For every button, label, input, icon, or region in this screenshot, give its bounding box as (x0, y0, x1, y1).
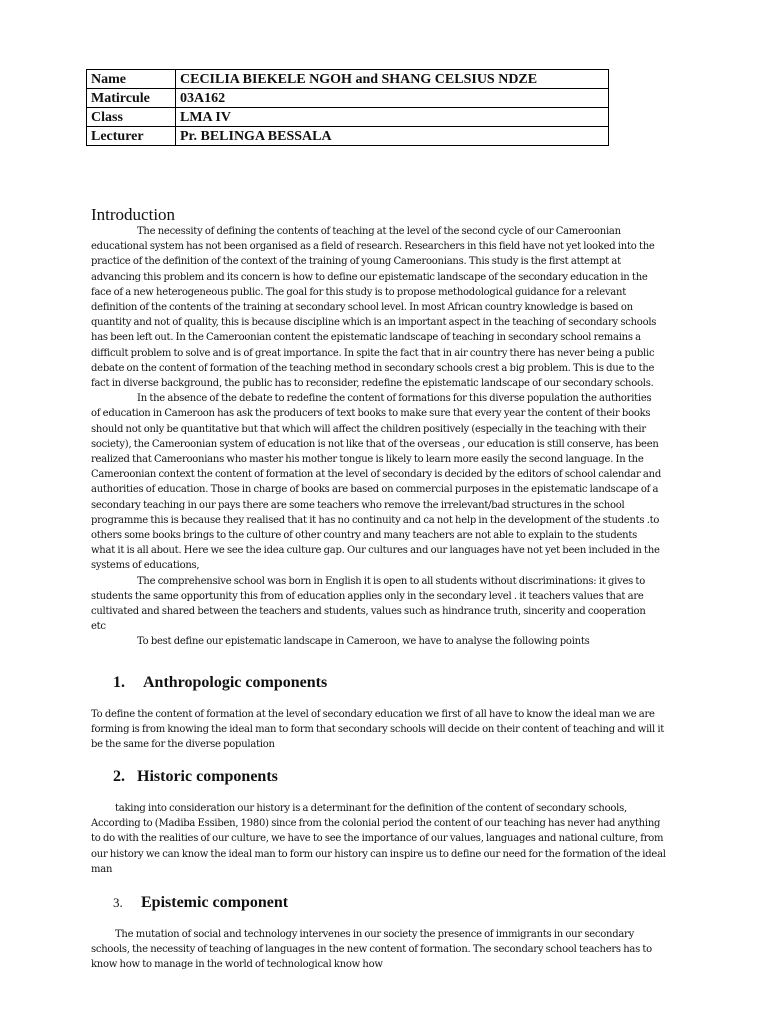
intro-paragraph: To best define our epistematic landscape in Cameroon, we have to analyse the following points (137, 636, 590, 648)
introduction-body (91, 224, 661, 650)
section-number: 1. (113, 674, 125, 691)
section-heading-epistemic (113, 894, 288, 912)
section-heading-anthropologic (113, 674, 327, 692)
info-row-name (87, 70, 609, 89)
section-title: Anthropologic components (143, 674, 328, 691)
student-info-table (86, 69, 609, 146)
introduction-title: Introduction (91, 205, 176, 224)
section-number: 3. (113, 895, 123, 910)
info-row-matricule (87, 89, 609, 108)
intro-paragraph: The necessity of defining the contents of teaching at the level of the second cycle of our Cameroonian educational system has not been organised as a field of research. Researchers in this field have not yet looked into the practice of the definition of the context of the training of young Cameroonians. This study is the first attempt at advancing this problem and its concern is how to define our epistematic landscape of the secondary education in the face of a new heterogeneous public. The goal for this study is to propose methodological guidance for a relevant definition of the contents of the training at secondary school level. In most African country knowledge is based on quantity and not of quality, this is because discipline which is an important aspect in the teaching of secondary schools has been left out. In the Cameroonian content the epistematic landscape of teaching in secondary school remains a difficult problem to solve and is of great importance. In spite the fact that in air country there has never being a public debate on the content of formation of the teaching method in secondary schools crest a big problem. This is due to the fact in diverse background, the public has to reconsider, redefine the epistematic landscape of our secondary schools. (91, 226, 657, 390)
info-value: 03A162 (176, 89, 609, 108)
section-text-anthropologic: To define the content of formation at the level of secondary education we first of all have to know the ideal man we are forming is from knowing the ideal man to form that secondary schools will decide on their content of teaching and will it be the same for the diverse population (91, 709, 665, 751)
info-value: Pr. BELINGA BESSALA (176, 127, 609, 146)
intro-paragraph: In the absence of the debate to redefine the content of formations for this diverse population the authorities of education in Cameroon has ask the producers of text books to make sure that every year the content of their books should not only be quantitative but that which will affect the children positively (especially in the teaching with their society), the Cameroonian system of education is not like that of the overseas , our education is still conserve, has been realized that Cameroonians who master his mother tongue is likely to learn more easily the second language. In the Cameroonian context the content of formation at the level of secondary is decided by the editors of school calendar and authorities of education. Those in charge of books are based on commercial purposes in the epistematic landscape of a secondary teaching in our pays there are some teachers who remove the irrelevant/bad structures in the school programme this is because they realised that it has no continuity and ca not help in the development of the students .to others some books brings to the culture of other country and many teachers are not able to explain to the students what it is all about. Here we see the idea culture gap. Our cultures and our languages have not yet been included in the systems of educations, (91, 393, 661, 572)
info-value: LMA IV (176, 108, 609, 127)
section-heading-historic (113, 768, 278, 786)
section-number: 2. (113, 768, 125, 785)
info-label: Matircule (87, 89, 176, 108)
info-value: CECILIA BIEKELE NGOH and SHANG CELSIUS NDZE (176, 70, 609, 89)
info-label: Class (87, 108, 176, 127)
section-title: Historic components (137, 768, 278, 785)
section-title: Epistemic component (141, 894, 289, 911)
section-text-epistemic: The mutation of social and technology intervenes in our society the presence of immigrants in our secondary schools, the necessity of teaching of languages in the new content of formation. The secondary school teachers has to know how to manage in the world of technological know how (91, 929, 652, 971)
info-label: Lecturer (87, 127, 176, 146)
info-row-lecturer (87, 127, 609, 146)
section-text-historic: taking into consideration our history is a determinant for the definition of the content of secondary schools, According to (Madiba Essiben, 1980) since from the colonial period the content of our teaching has never had anything to do with the realities of our culture, we have to see the importance of our values, languages and national culture, from our history we can know the ideal man to form our history can inspire us to define our need for the formation of the ideal man (91, 803, 666, 875)
info-row-class (87, 108, 609, 127)
info-label: Name (87, 70, 176, 89)
intro-paragraph: The comprehensive school was born in English it is open to all students without discriminations: it gives to students the same opportunity this from of education applies only in the secondary level . it teachers values that are cultivated and shared between the teachers and students, values such as hindrance truth, sincerity and cooperation etc (91, 575, 646, 633)
